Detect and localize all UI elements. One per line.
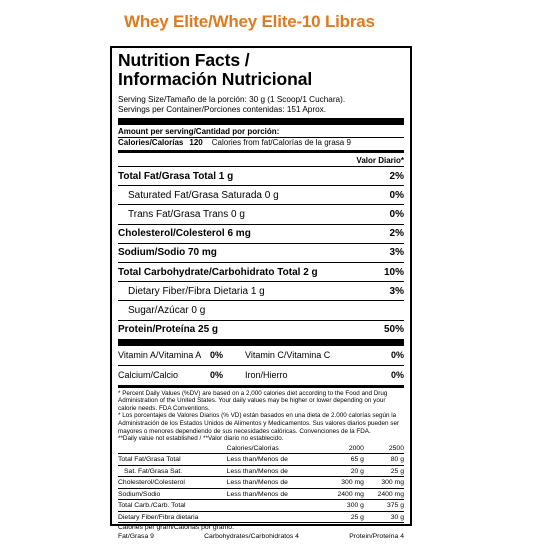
nutrient-percent: 3% [389,247,404,259]
table-cell [118,443,227,454]
table-cell: Less than/Menos de [227,454,324,466]
daily-values-table [118,443,404,523]
table-cell: 375 g [364,500,404,512]
carbs-per-gram: Carbohydrates/Carbohidratos 4 [204,533,299,541]
table-row [118,454,404,466]
divider-thick [118,339,404,346]
calories-per-gram-values [118,532,404,541]
table-row [118,511,404,522]
header-line-2: Información Nutricional [118,69,313,89]
calories-from-fat: Calories from fat/Calorías de la grasa 9 [211,138,351,147]
table-cell: Less than/Menos de [227,477,324,489]
table-cell: Calories/Calorías [226,444,279,452]
product-title: Whey Elite/Whey Elite-10 Libras [124,12,375,31]
serving-size: Serving Size/Tamaño de la porción: 30 g (1 Scoop/1 Cuchara). [118,95,346,104]
nutrient-row [118,300,404,319]
nutrient-row [118,262,404,281]
nutrient-label: Trans Fat/Grasa Trans 0 g [128,208,245,220]
divider-thick [118,118,404,125]
table-cell: 300 mg [324,477,364,489]
table-cell [227,511,324,522]
mineral-percent: 0% [390,370,404,381]
table-cell: 300 g [324,500,364,512]
protein-per-gram: Protein/Proteína 4 [349,533,404,541]
nutrient-label: Protein/Proteína 25 g [118,324,219,336]
serving-info [118,95,404,115]
nutrient-row [118,281,404,300]
footnote-english: * Percent Daily Values (%DV) are based on a 2,000 calories diet according to the Food and Drug Administration of the United States. Your daily values may be higher or lower depending on your calorie needs. FDA Conventions. [118,389,388,412]
table-cell: 2000 [348,444,364,452]
nutrient-percent: 2% [389,170,404,182]
table-cell: 25 g [324,511,364,522]
divider-medium [118,150,404,153]
nutrient-label: Sugar/Azúcar 0 g [128,304,206,316]
nutrient-row [118,204,404,223]
table-cell: 300 mg [364,477,404,489]
calories-value: 120 [189,138,203,147]
nutrient-percent: 10% [383,266,404,278]
nutrient-percent: 3% [389,285,404,297]
table-row [118,500,404,512]
table-cell: 2400 mg [324,488,364,500]
nutrient-percent: 0% [389,208,404,220]
nutrient-label: Saturated Fat/Grasa Saturada 0 g [128,189,279,201]
divider-medium [118,385,404,388]
table-cell: 65 g [324,454,364,466]
amount-per-serving: Amount per serving/Cantidad por porción: [118,127,280,136]
nutrient-percent: 0% [389,189,404,201]
nutrition-facts-label [110,46,412,541]
label-header [118,51,404,89]
calories-per-gram-title: Calories per gram/Calorías por gramo: [118,524,234,532]
footnote-spanish: * Los porcentajes de Valores Diarios (% VD) están basados en una dieta de 2.000 calorías según la Administración de los Estados Unidos de Alimentos y Medicamentos. Sus valores diarios pueden ser mayores o menores dependiendo de sus necesidades calóricas. Convenciones de la FDA. [118,412,400,435]
nutrient-percent: 2% [389,228,404,240]
nutrient-label: Sodium/Sodio 70 mg [118,247,217,259]
table-cell [227,500,324,512]
nutrient-label: Total Carbohydrate/Carbohidrato Total 2 g [118,266,318,278]
calories-per-gram [118,523,404,541]
nutrient-label: Total Fat/Grasa Total 1 g [118,170,234,182]
vitamin-label: Vitamin A/Vitamina A [118,350,202,361]
footnote-not-established: **Daily value not established / **Valor diario no establecido. [118,435,284,443]
table-cell: Sodium/Sodio [118,488,227,500]
mineral-label: Iron/Hierro [245,370,288,381]
table-header-row [118,443,404,454]
table-cell: Less than/Menos de [227,465,324,477]
nutrient-row [118,320,404,339]
table-cell: Less than/Menos de [227,488,324,500]
table-cell: 2500 [388,444,404,452]
vitamin-row [118,365,404,385]
table-cell: 20 g [324,465,364,477]
table-cell: 25 g [364,465,404,477]
table-cell: 2400 mg [364,488,404,500]
nutrient-label: Dietary Fiber/Fibra Dietaria 1 g [128,285,265,297]
table-row [118,477,404,489]
mineral-percent: 0% [210,370,224,381]
mineral-label: Calcium/Calcio [118,370,179,381]
calories-row [118,138,404,148]
table-cell: Total Carb./Carb. Total [118,500,227,512]
servings-per-container: Servings per Container/Porciones contenidas: 151 Aprox. [118,105,326,114]
nutrient-row [118,185,404,204]
table-row [118,488,404,500]
vitamin-percent: 0% [390,350,404,361]
table-cell: Cholesterol/Colesterol [118,477,227,489]
vitamin-row [118,346,404,365]
nutrient-percent: 50% [383,324,404,336]
header-line-1: Nutrition Facts / [118,50,250,70]
nutrient-list [118,166,404,339]
table-cell: 30 g [364,511,404,522]
table-cell: Dietary Fiber/Fibra dietaria [118,511,227,522]
calories-label: Calories/Calorías [118,138,184,147]
fat-per-gram: Fat/Grasa 9 [118,533,154,541]
daily-value-header: Valor Diario* [356,156,404,165]
nutrient-label: Cholesterol/Colesterol 6 mg [118,228,251,240]
vitamin-percent: 0% [210,350,224,361]
vitamin-label: Vitamin C/Vitamina C [245,350,331,361]
table-row [118,465,404,477]
nutrient-row [118,224,404,243]
table-cell: Total Fat/Grasa Total [118,454,227,466]
nutrient-row [118,243,404,262]
nutrient-row [118,166,404,185]
table-cell: 80 g [364,454,404,466]
footnotes [118,390,404,443]
table-cell: Sat. Fat/Grasa Sat. [118,465,227,477]
